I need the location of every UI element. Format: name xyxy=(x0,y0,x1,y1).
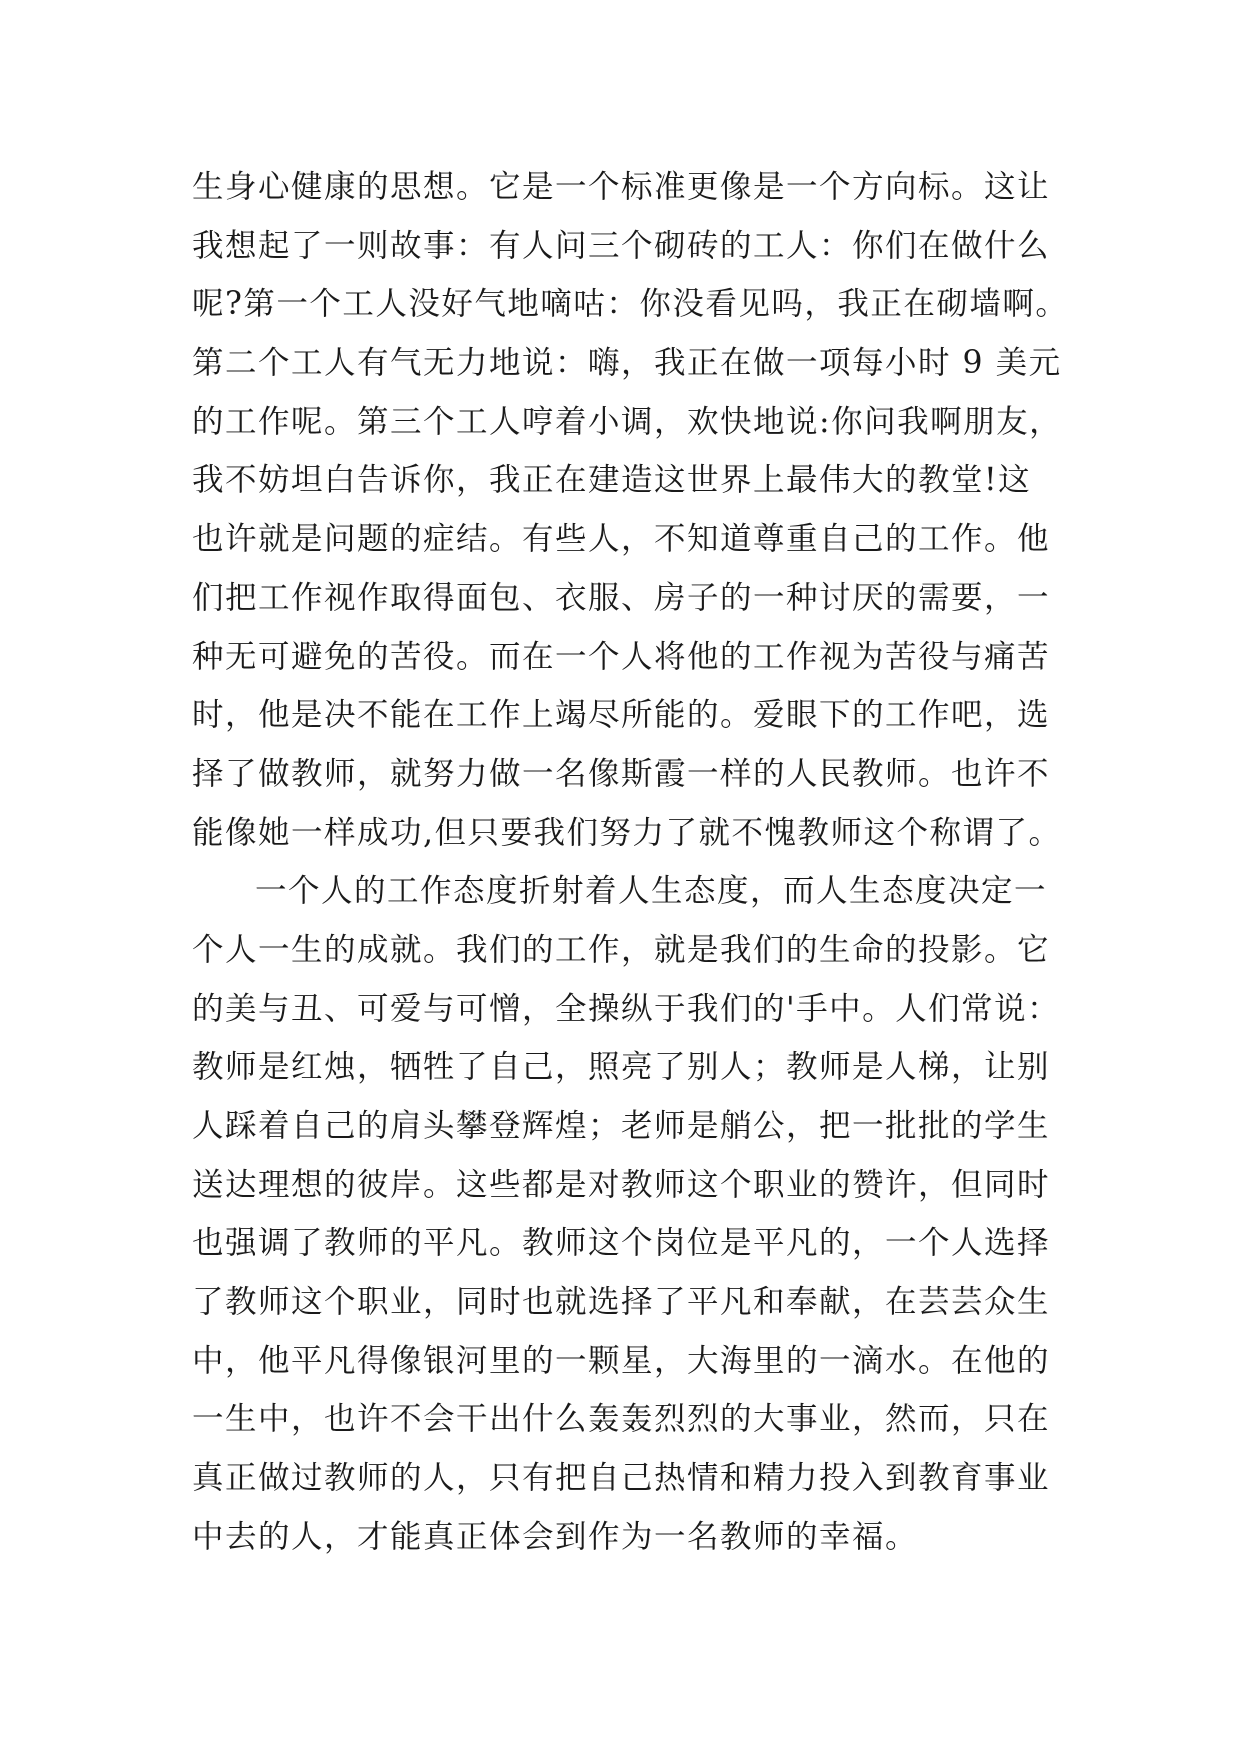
text-line: 呢?第一个工人没好气地嘀咕：你没看见吗，我正在砌墙啊。 xyxy=(192,286,1069,323)
text-line: 时，他是决不能在工作上竭尽所能的。爱眼下的工作吧，选 xyxy=(192,697,1051,734)
text-line: 能像她一样成功,但只要我们努力了就不愧教师这个称谓了。 xyxy=(192,814,1062,851)
paragraph-2 xyxy=(192,862,1072,1566)
text-line: 的美与丑、可爱与可憎，全操纵于我们的'手中。人们常说： xyxy=(192,990,1061,1027)
text-line: 送达理想的彼岸。这些都是对教师这个职业的赞许，但同时 xyxy=(192,1166,1051,1203)
text-line: 教师是红烛，牺牲了自己，照亮了别人；教师是人梯，让别 xyxy=(192,1049,1051,1086)
text-line: 们把工作视作取得面包、衣服、房子的一种讨厌的需要，一 xyxy=(192,579,1051,616)
text-line: 生身心健康的思想。它是一个标准更像是一个方向标。这让 xyxy=(192,169,1051,205)
text-line: 第二个工人有气无力地说：嗨，我正在做一项每小时 9 美元 xyxy=(192,345,1062,382)
text-line: 我想起了一则故事：有人问三个砌砖的工人：你们在做什么 xyxy=(192,227,1051,264)
text-line: 我不妨坦白告诉你，我正在建造这世界上最伟大的教堂!这 xyxy=(192,462,1032,499)
text-line: 的工作呢。第三个工人哼着小调，欢快地说:你问我啊朋友， xyxy=(192,403,1063,440)
text-line: 一生中，也许不会干出什么轰轰烈烈的大事业，然而，只在 xyxy=(192,1401,1051,1438)
text-line: 种无可避免的苦役。而在一个人将他的工作视为苦役与痛苦 xyxy=(192,638,1051,675)
text-line: 人踩着自己的肩头攀登辉煌；老师是艄公，把一批批的学生 xyxy=(192,1108,1051,1144)
text-line: 择了做教师，就努力做一名像斯霞一样的人民教师。也许不 xyxy=(192,755,1051,792)
body-text xyxy=(192,158,1072,1567)
text-line: 了教师这个职业，同时也就选择了平凡和奉献，在芸芸众生 xyxy=(192,1284,1051,1321)
text-line: 个人一生的成就。我们的工作，就是我们的生命的投影。它 xyxy=(192,931,1051,968)
text-line: 一个人的工作态度折射着人生态度，而人生态度决定一 xyxy=(255,873,1048,910)
text-line: 也许就是问题的症结。有些人，不知道尊重自己的工作。他 xyxy=(192,521,1051,558)
text-line: 真正做过教师的人，只有把自己热情和精力投入到教育事业 xyxy=(192,1460,1051,1497)
paragraph-1 xyxy=(192,158,1072,862)
text-line: 中去的人，才能真正体会到作为一名教师的幸福。 xyxy=(192,1518,919,1555)
text-line: 也强调了教师的平凡。教师这个岗位是平凡的，一个人选择 xyxy=(192,1225,1051,1262)
text-line: 中，他平凡得像银河里的一颗星，大海里的一滴水。在他的 xyxy=(192,1342,1051,1379)
